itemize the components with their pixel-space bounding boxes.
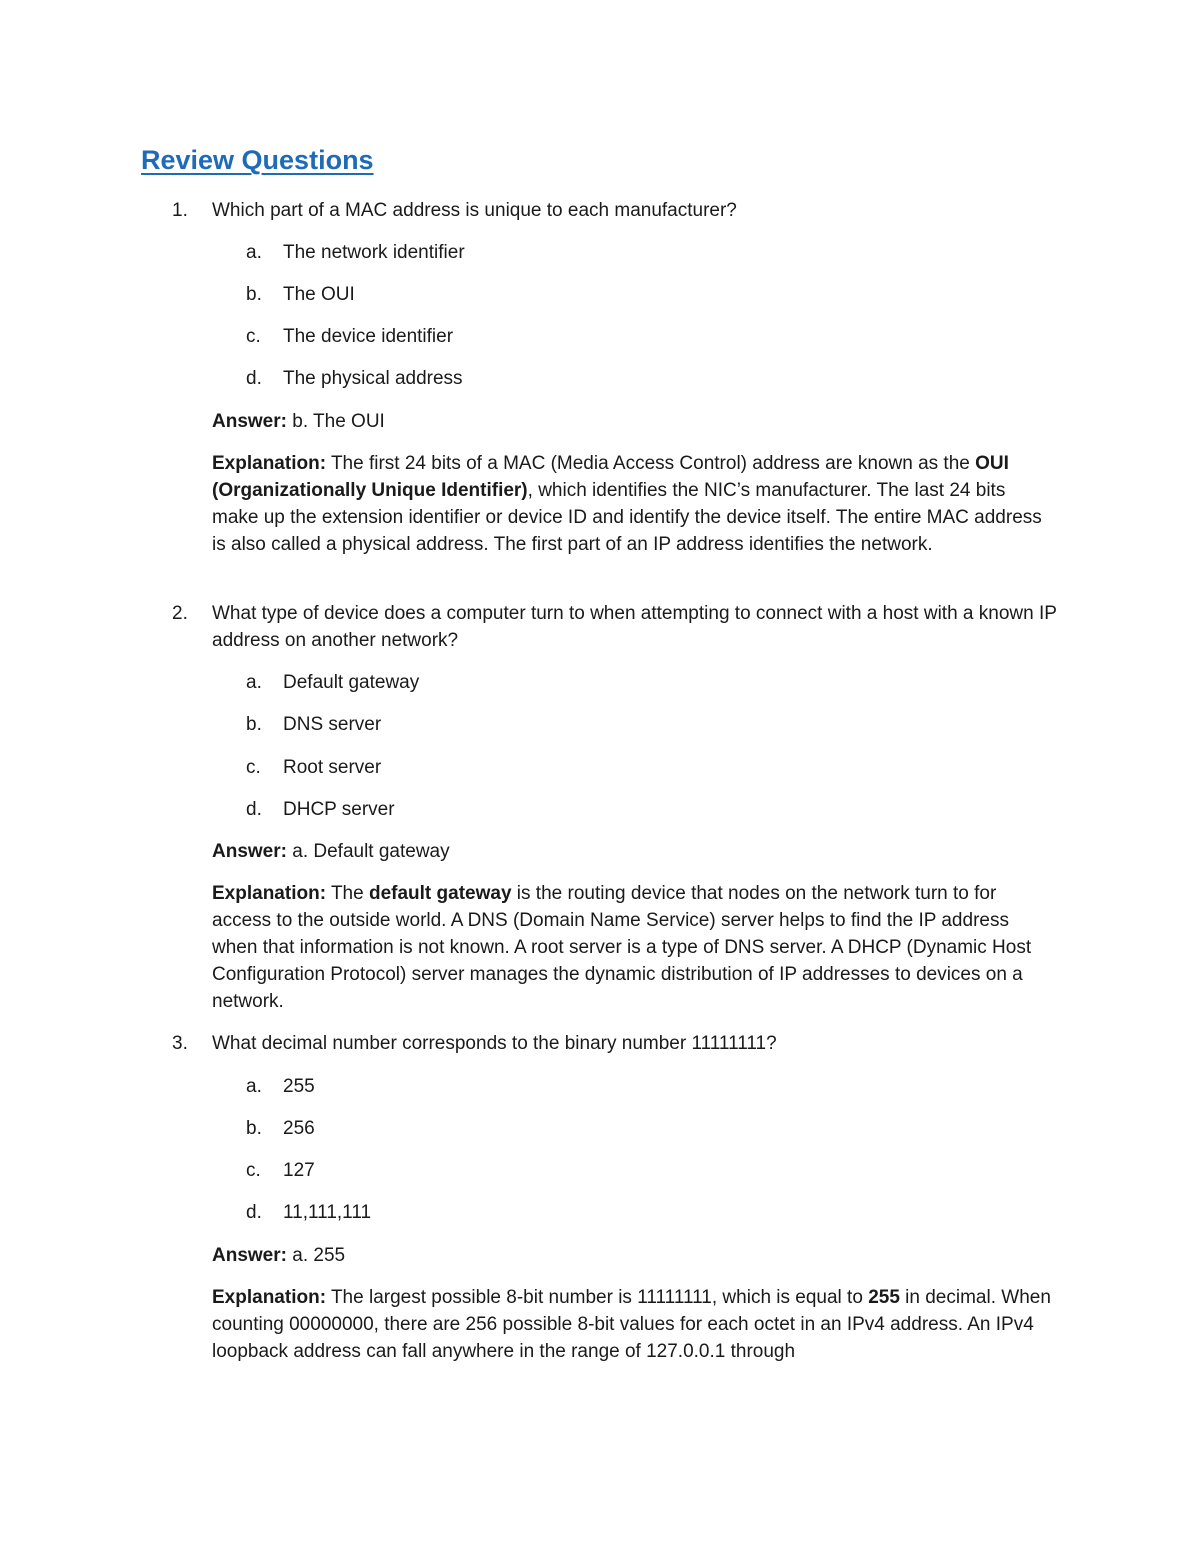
option-letter: c. [246, 1160, 261, 1181]
explanation-text: in decimal. When counting 00000000, there are 256 possible 8-bit values for each octet in an IPv4 address. An IPv4 loopback address can fall anywhere in the range of 127.0.0.1 through [212, 1287, 1051, 1362]
explanation-emphasis: 255 [868, 1287, 900, 1308]
option-letter: d. [246, 368, 262, 389]
explanation-text: The [330, 883, 369, 904]
answer-value: a. Default gateway [292, 841, 450, 862]
option-text: DHCP server [283, 799, 395, 820]
option-item [0, 1199, 1200, 1226]
explanation-paragraph: Explanation: The largest possible 8-bit number is 11111111, which is equal to 255 in decimal. When counting 00000000, there are 256 possible 8-bit values for each octet in an IPv4 address. An IPv4 loopback address can fall anywhere in the range of 127.0.0.1 through [212, 1287, 1051, 1362]
option-letter: b. [246, 714, 262, 735]
option-text: 255 [283, 1076, 315, 1097]
answer-value: a. 255 [292, 1245, 346, 1266]
explanation-text: The largest possible 8-bit number is 11111111, which is equal to [330, 1287, 869, 1308]
option-item [0, 754, 1200, 781]
option-letter: a. [246, 1076, 262, 1097]
answer-line: Answer: a. 255 [212, 1245, 346, 1266]
option-letter: b. [246, 284, 262, 305]
option-letter: b. [246, 1118, 262, 1139]
option-letter: c. [246, 757, 261, 778]
option-item [0, 711, 1200, 738]
option-item [0, 1157, 1200, 1184]
option-text: The OUI [283, 284, 355, 305]
question-text: What type of device does a computer turn to when attempting to connect with a host with a known IP address on another network? [212, 603, 1057, 651]
option-text: Root server [283, 757, 382, 778]
question-number: 2. [172, 603, 188, 624]
question-number: 1. [172, 200, 188, 221]
option-text: The physical address [283, 368, 463, 389]
option-text: 11,111,111 [283, 1202, 372, 1223]
explanation-label: Explanation [212, 453, 320, 474]
option-item [0, 669, 1200, 696]
question-text: Which part of a MAC address is unique to each manufacturer? [212, 200, 737, 221]
option-letter: a. [246, 672, 262, 693]
question-number: 3. [172, 1033, 188, 1054]
explanation-label: Explanation [212, 1287, 320, 1308]
answer-line: Answer: b. The OUI [212, 411, 385, 432]
answer-label: Answer [212, 1245, 281, 1266]
option-item [0, 365, 1200, 392]
answer-value: b. The OUI [292, 411, 385, 432]
option-letter: a. [246, 242, 262, 263]
option-text: 256 [283, 1118, 315, 1139]
explanation-paragraph: Explanation: The default gateway is the routing device that nodes on the network turn to for access to the outside world. A DNS (Domain Name Service) server helps to find the IP address when that information is not known. A root server is a type of DNS server. A DHCP (Dynamic Host Configuration Protocol) server manages the dynamic distribution of IP addresses to devices on a network. [212, 883, 1032, 1012]
option-item [0, 239, 1200, 266]
explanation-text: , which identifies the NIC’s manufacturer. The last 24 bits make up the extension identifier or device ID and identify the device itself. The entire MAC address is also called a physical address. The first part of an IP address identifies the network. [212, 480, 1042, 555]
option-letter: c. [246, 326, 261, 347]
explanation-text: The first 24 bits of a MAC (Media Access Control) address are known as the [330, 453, 976, 474]
page-title: Review Questions [141, 145, 374, 175]
explanation-label: Explanation [212, 883, 320, 904]
option-text: Default gateway [283, 672, 420, 693]
explanation-emphasis: OUI (Organizationally Unique Identifier) [212, 453, 1009, 501]
option-text: DNS server [283, 714, 382, 735]
option-item [0, 281, 1200, 308]
option-item [0, 323, 1200, 350]
option-text: The device identifier [283, 326, 454, 347]
option-text: 127 [283, 1160, 315, 1181]
explanation-text: is the routing device that nodes on the network turn to for access to the outside world. A DNS (Domain Name Service) server helps to find the IP address when that information is not known. A root server is a type of DNS server. A DHCP (Dynamic Host Configuration Protocol) server manages the dynamic distribution of IP addresses to devices on a network. [212, 883, 1032, 1012]
option-letter: d. [246, 799, 262, 820]
answer-line: Answer: a. Default gateway [212, 841, 450, 862]
answer-label: Answer [212, 411, 281, 432]
option-letter: d. [246, 1202, 262, 1223]
question-text: What decimal number corresponds to the binary number 11111111? [212, 1033, 777, 1054]
explanation-emphasis: default gateway [368, 883, 512, 904]
option-item [0, 796, 1200, 823]
option-text: The network identifier [283, 242, 465, 263]
option-item [0, 1115, 1200, 1142]
option-item [0, 1073, 1200, 1100]
answer-label: Answer [212, 841, 281, 862]
explanation-paragraph: Explanation: The first 24 bits of a MAC (Media Access Control) address are known as the OUI (Organizationally Unique Identifier), which identifies the NIC’s manufacturer. The last 24 bits make up the extension identifier or device ID and identify the device itself. The entire MAC address is also called a physical address. The first part of an IP address identifies the network. [212, 453, 1042, 555]
